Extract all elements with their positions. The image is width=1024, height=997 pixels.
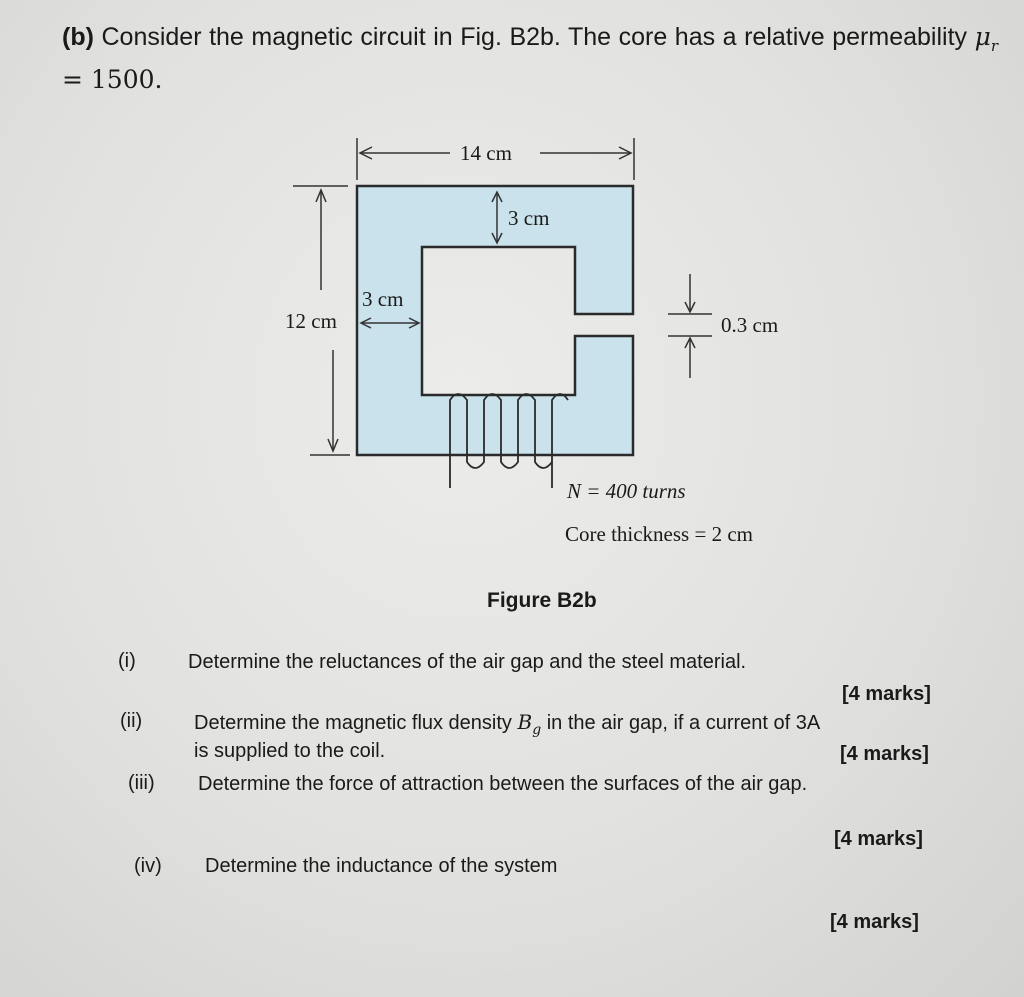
dim-gap-label: 0.3 cm — [721, 313, 779, 337]
gap-dimension — [668, 274, 712, 378]
turns-label: N = 400 turns — [567, 479, 686, 503]
part-ii-marks: [4 marks] — [840, 743, 929, 765]
part-ii-text-after: in the air gap, if a current of 3A — [546, 712, 821, 734]
dim-width-label: 14 cm — [460, 141, 512, 165]
core-shape — [357, 186, 633, 455]
permeability-value: = 1500. — [62, 65, 163, 94]
figure-caption: Figure B2b — [487, 589, 597, 612]
part-iii-label: (iii) — [128, 772, 155, 794]
dim-top-thickness-label: 3 cm — [508, 206, 550, 230]
part-iv-text: Determine the inductance of the system — [205, 855, 558, 877]
dim-left-thickness-label: 3 cm — [362, 287, 404, 311]
part-ii-label: (ii) — [120, 710, 143, 732]
question-text: Consider the magnetic circuit in Fig. B2b. The core has a relative permeability — [101, 23, 968, 51]
part-iii-marks: [4 marks] — [834, 828, 923, 850]
part-i-label: (i) — [118, 650, 136, 672]
thickness-label: Core thickness = 2 cm — [565, 522, 753, 546]
part-iii-text: Determine the force of attraction between the surfaces of the air gap. — [198, 773, 808, 795]
permeability-symbol: $\mu_r$ — [974, 22, 999, 55]
flux-density-symbol: $B_g$ — [517, 710, 542, 738]
part-ii-text-line2: is supplied to the coil. — [194, 740, 386, 762]
part-i-text: Determine the reluctances of the air gap and the steel material. — [188, 651, 747, 673]
dim-height-label: 12 cm — [285, 309, 337, 333]
part-iv-marks: [4 marks] — [830, 911, 919, 933]
part-ii-text-before: Determine the magnetic flux density — [194, 712, 512, 734]
question-label: (b) — [62, 23, 94, 51]
part-iv-label: (iv) — [134, 855, 162, 877]
part-i-marks: [4 marks] — [842, 683, 931, 705]
